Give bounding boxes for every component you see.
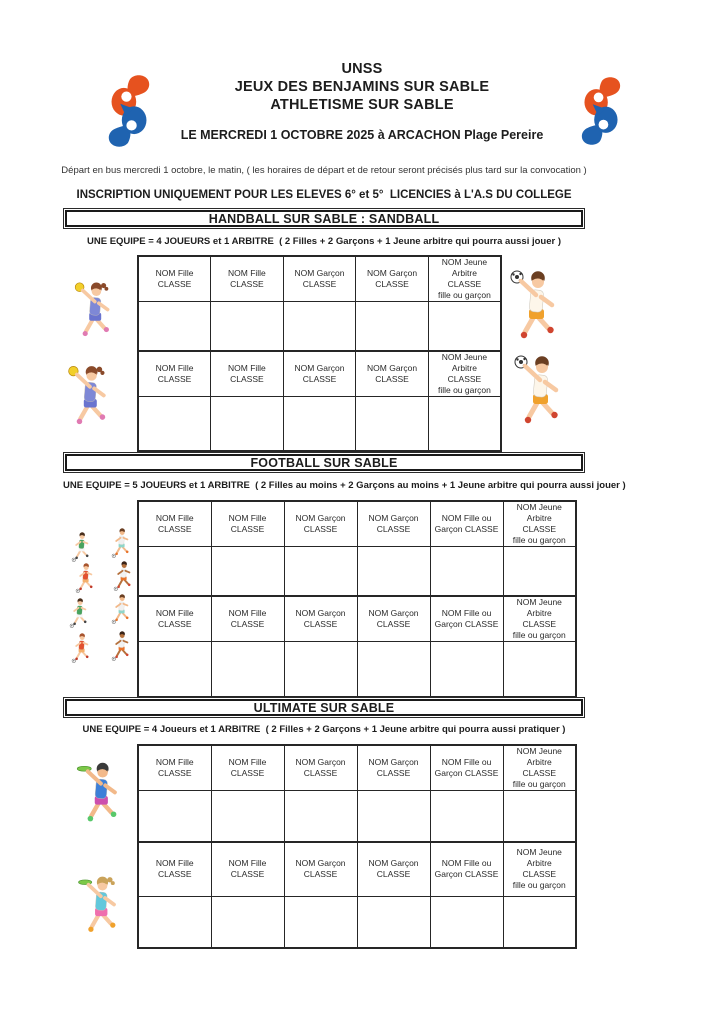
roster-cell-empty (283, 302, 356, 357)
org-name: UNSS (341, 61, 383, 77)
column-header: NOM Fille ou Garçon CLASSE (430, 596, 503, 642)
column-header: NOM Fille CLASSE (211, 351, 284, 397)
column-header: NOM Fille ou Garçon CLASSE (430, 842, 503, 896)
column-header: NOM Garçon CLASSE (284, 501, 357, 547)
roster-cell-empty (284, 547, 357, 597)
bus-info-line: Départ en bus mercredi 1 octobre, le matin, ( les horaires de départ et de retour seront précisés plus tard sur la convocation ) (61, 165, 587, 176)
roster-cell-empty (356, 397, 429, 451)
column-header: NOM Garçon CLASSE (356, 256, 429, 302)
roster-cell-empty (430, 642, 503, 697)
football-team-rule: UNE EQUIPE = 5 JOUEURS et 1 ARBITRE ( 2 Filles au moins + 2 Garçons au moins + 1 Jeune arbitre qui pourra aussi jouer ) (63, 480, 626, 491)
roster-cell-empty (430, 896, 503, 948)
document-title (0, 60, 724, 114)
roster-cell-empty (357, 791, 430, 844)
ultimate-section-banner (63, 697, 585, 718)
football-roster-table-2 (137, 595, 577, 698)
roster-cell-empty (138, 397, 211, 451)
roster-cell-empty (211, 642, 284, 697)
football-kid-icon (104, 593, 138, 625)
football-roster-table-1 (137, 500, 577, 598)
roster-cell-empty (138, 791, 211, 844)
football-kid-icon (104, 527, 138, 559)
handball-boy-icon (504, 268, 566, 348)
title-line-3: ATHLETISME SUR SABLE (270, 97, 454, 113)
column-header: NOM Garçon CLASSE (284, 596, 357, 642)
column-header: NOM Jeune Arbitre CLASSE fille ou garçon (428, 256, 501, 302)
football-section-banner (63, 452, 585, 473)
handball-boy-icon (508, 353, 570, 433)
column-header: NOM Fille CLASSE (211, 842, 284, 896)
column-header: NOM Fille CLASSE (138, 501, 211, 547)
column-header: NOM Garçon CLASSE (356, 351, 429, 397)
ultimate-girl-icon (72, 874, 128, 940)
column-header: NOM Jeune Arbitre CLASSE fille ou garçon (428, 351, 501, 397)
column-header: NOM Garçon CLASSE (283, 256, 356, 302)
column-header: NOM Garçon CLASSE (284, 842, 357, 896)
column-header: NOM Fille CLASSE (211, 745, 284, 791)
roster-cell-empty (211, 547, 284, 597)
handball-team-rule: UNE EQUIPE = 4 JOUEURS et 1 ARBITRE ( 2 Filles + 2 Garçons + 1 Jeune arbitre qui pourra aussi jouer ) (87, 236, 561, 247)
ultimate-team-rule: UNE EQUIPE = 4 Joueurs et 1 ARBITRE ( 2 Filles + 2 Garçons + 1 Jeune arbitre qui pourra aussi pratiquer ) (82, 724, 566, 735)
handball-roster-table-2 (137, 350, 502, 452)
roster-cell-empty (211, 896, 284, 948)
roster-cell-empty (503, 642, 576, 697)
column-header: NOM Fille CLASSE (211, 256, 284, 302)
football-kid-icon (68, 562, 102, 594)
football-kid-icon (106, 560, 140, 592)
roster-cell-empty (357, 642, 430, 697)
roster-cell-empty (211, 302, 284, 357)
football-kid-icon (62, 597, 96, 629)
column-header: NOM Garçon CLASSE (357, 842, 430, 896)
handball-girl-icon (70, 278, 118, 346)
roster-cell-empty (211, 791, 284, 844)
inscription-line: INSCRIPTION UNIQUEMENT POUR LES ELEVES 6° et 5° LICENCIES à L'A.S DU COLLEGE (76, 189, 572, 201)
column-header: NOM Fille CLASSE (138, 596, 211, 642)
football-kid-icon (64, 531, 98, 563)
ultimate-player-icon (66, 760, 134, 830)
column-header: NOM Garçon CLASSE (357, 596, 430, 642)
handball-section-banner (63, 208, 585, 229)
roster-cell-empty (284, 791, 357, 844)
column-header: NOM Jeune Arbitre CLASSE fille ou garçon (503, 501, 576, 547)
column-header: NOM Jeune Arbitre CLASSE fille ou garçon (503, 745, 576, 791)
column-header: NOM Fille CLASSE (138, 351, 211, 397)
column-header: NOM Fille ou Garçon CLASSE (430, 745, 503, 791)
handball-section-title: HANDBALL SUR SABLE : SANDBALL (208, 211, 440, 226)
roster-cell-empty (430, 547, 503, 597)
roster-cell-empty (138, 302, 211, 357)
roster-cell-empty (283, 397, 356, 451)
roster-cell-empty (503, 791, 576, 844)
roster-cell-empty (428, 397, 501, 451)
football-section-title: FOOTBALL SUR SABLE (250, 455, 398, 470)
column-header: NOM Jeune Arbitre CLASSE fille ou garçon (503, 842, 576, 896)
column-header: NOM Garçon CLASSE (283, 351, 356, 397)
ultimate-roster-table-2 (137, 841, 577, 949)
football-kid-icon (104, 630, 138, 662)
ultimate-section-title: ULTIMATE SUR SABLE (253, 700, 395, 715)
column-header: NOM Garçon CLASSE (357, 745, 430, 791)
roster-cell-empty (357, 547, 430, 597)
roster-cell-empty (357, 896, 430, 948)
roster-cell-empty (503, 896, 576, 948)
football-kid-icon (64, 632, 98, 664)
column-header: NOM Fille ou Garçon CLASSE (430, 501, 503, 547)
roster-cell-empty (284, 896, 357, 948)
roster-cell-empty (138, 547, 211, 597)
roster-cell-empty (428, 302, 501, 357)
column-header: NOM Fille CLASSE (138, 256, 211, 302)
column-header: NOM Fille CLASSE (211, 596, 284, 642)
handball-girl-icon (63, 361, 115, 435)
column-header: NOM Garçon CLASSE (357, 501, 430, 547)
roster-cell-empty (284, 642, 357, 697)
roster-cell-empty (430, 791, 503, 844)
roster-cell-empty (138, 642, 211, 697)
ultimate-roster-table-1 (137, 744, 577, 845)
column-header: NOM Fille CLASSE (211, 501, 284, 547)
roster-cell-empty (138, 896, 211, 948)
handball-roster-table-1 (137, 255, 502, 358)
roster-cell-empty (211, 397, 284, 451)
column-header: NOM Fille CLASSE (138, 745, 211, 791)
column-header: NOM Garçon CLASSE (284, 745, 357, 791)
roster-cell-empty (503, 547, 576, 597)
column-header: NOM Jeune Arbitre CLASSE fille ou garçon (503, 596, 576, 642)
title-line-2: JEUX DES BENJAMINS SUR SABLE (234, 79, 490, 95)
roster-cell-empty (356, 302, 429, 357)
event-date-line: LE MERCREDI 1 OCTOBRE 2025 à ARCACHON Plage Pereire (180, 128, 544, 142)
column-header: NOM Fille CLASSE (138, 842, 211, 896)
